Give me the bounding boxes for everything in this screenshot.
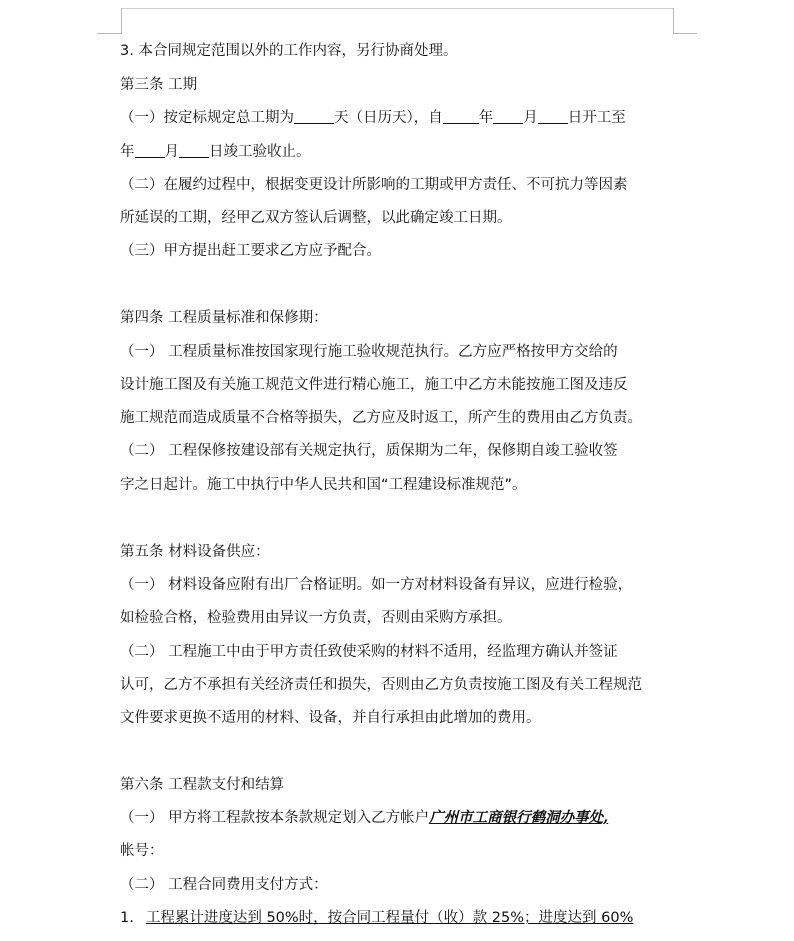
clause-line [120,108,676,128]
clause-line: 3. 本合同规定范围以外的工作内容，另行协商处理。 [120,43,458,59]
clause-line [120,808,676,828]
payment-terms: 工程累计进度达到 50%时，按合同工程量付（收）款 25%；进度达到 60% [145,910,634,926]
text-span: 年 [120,144,135,160]
clause-line: （二） 工程保修按建设部有关规定执行，质保期为二年，保修期自竣工验收签 [120,443,618,459]
text-span: 日竣工验收止。 [209,144,311,160]
fill-blank [538,109,568,124]
clause-line: 施工规范而造成质量不合格等损失，乙方应及时返工，所产生的费用由乙方负责。 [120,410,642,426]
section-heading: 第五条 材料设备供应： [120,544,270,560]
clause-line: （二）在履约过程中，根据变更设计所影响的工期或甲方责任、不可抗力等因素 [120,177,628,193]
fill-blank [294,109,334,124]
page-top-edge [121,8,673,9]
clause-line: 字之日起计。施工中执行中华人民共和国“工程建设标准规范”。 [120,477,527,493]
text-span: 月 [164,144,179,160]
fill-blank [135,143,165,158]
text-span: 天（日历天），自 [334,110,443,126]
list-number: 1. [120,910,134,926]
clause-line: （二） 工程合同费用支付方式： [120,877,328,893]
clause-line: 帐号： [120,843,164,859]
clause-line: （三）甲方提出赶工要求乙方应予配合。 [120,243,381,259]
margin-marker-top-left [97,33,121,34]
clause-line: 认可，乙方不承担有关经济责任和损失，否则由乙方负责按施工图及有关工程规范 [120,677,642,693]
clause-line: （一） 材料设备应附有出厂合格证明。如一方对材料设备有异议，应进行检验， [120,577,633,593]
text-span: 年 [478,110,494,126]
text-span: （一）按定标规定总工期为 [120,110,294,126]
margin-marker-top-right [673,8,674,34]
section-heading: 第六条 工程款支付和结算 [120,777,285,793]
section-heading: 第三条 工期 [120,77,198,93]
fill-blank [443,109,479,124]
fill-blank [179,143,209,158]
clause-line: 如检验合格，检验费用由异议一方负责，否则由采购方承担。 [120,610,512,626]
fill-blank [493,109,523,124]
text-span: （一） 甲方将工程款按本条款规定划入乙方帐户 [120,810,430,826]
text-span: 日开工至 [567,110,626,126]
clause-line: 所延误的工期，经甲乙双方签认后调整，以此确定竣工日期。 [120,210,512,226]
clause-line [120,908,676,928]
margin-marker-top-right [673,33,697,34]
clause-line: （一） 工程质量标准按国家现行施工验收规范执行。乙方应严格按甲方交给的 [120,344,618,360]
clause-line: 设计施工图及有关施工规范文件进行精心施工，施工中乙方未能按施工图及违反 [120,377,628,393]
text-span: 月 [523,110,538,126]
bank-name: 广州市工商银行鹤洞办事处, [429,809,609,826]
section-heading: 第四条 工程质量标准和保修期： [120,310,328,326]
clause-line [120,142,676,162]
clause-line: （二） 工程施工中由于甲方责任致使采购的材料不适用，经监理方确认并签证 [120,644,618,660]
clause-line: 文件要求更换不适用的材料、设备，并自行承担由此增加的费用。 [120,710,541,726]
margin-marker-top-left [121,8,122,34]
